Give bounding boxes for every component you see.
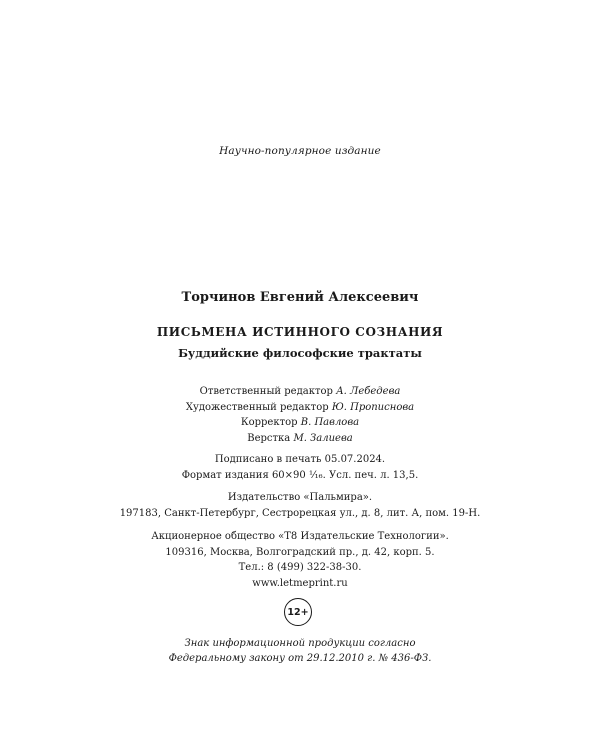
print-info-block [0,452,600,483]
author-text: Торчинов Евгений Алексеевич [181,290,419,305]
credit-person: Ю. Прописнова [331,401,415,413]
age-rating-badge [284,598,314,628]
book-subtitle [0,346,600,360]
notice-line-2: Федеральному закону от 29.12.2010 г. № 436-ФЗ. [168,653,432,664]
edition-type [0,145,600,157]
printer-phone: Тел.: 8 (499) 322-38-30. [238,562,362,573]
credit-person: М. Залиева [293,432,353,444]
info-product-notice [0,636,600,666]
title-text: ПИСЬМЕНА ИСТИННОГО СОЗНАНИЯ [156,325,444,339]
print-signed-date: Подписано в печать 05.07.2024. [214,454,386,465]
notice-line-1: Знак информационной продукции согласно [184,638,416,649]
age-rating-circle-icon [284,598,312,626]
credit-role: Верстка [247,432,291,444]
print-format: Формат издания 60×90 ¹⁄₁₆. Усл. печ. л. 13,5. [181,469,419,481]
credit-line [0,415,600,431]
printer-address: 109316, Москва, Волгоградский пр., д. 42, корп. 5. [165,546,435,558]
credit-role: Ответственный редактор [199,386,333,397]
edition-type-text: Научно-популярное издание [219,145,381,157]
publisher-block [0,490,600,521]
publisher-name: Издательство «Пальмира». [227,492,373,503]
printer-name: Акционерное общество «Т8 Издательские Технологии». [151,531,449,542]
credit-role: Корректор [240,417,298,428]
book-title [0,325,600,339]
author-name [0,290,600,305]
publisher-address: 197183, Санкт-Петербург, Сестрорецкая ул., д. 8, лит. А, пом. 19-Н. [119,507,481,519]
credit-person: А. Лебедева [336,386,401,397]
age-rating-text: 12+ [287,606,309,618]
credit-person: В. Павлова [300,417,360,428]
credit-line [0,431,600,447]
credit-line [0,384,600,400]
printer-website: www.letmeprint.ru [252,577,348,589]
credit-role: Художественный редактор [185,401,329,413]
credits-block [0,384,600,446]
printer-block [0,529,600,591]
subtitle-text: Буддийские философские трактаты [178,346,422,360]
credit-line [0,400,600,416]
